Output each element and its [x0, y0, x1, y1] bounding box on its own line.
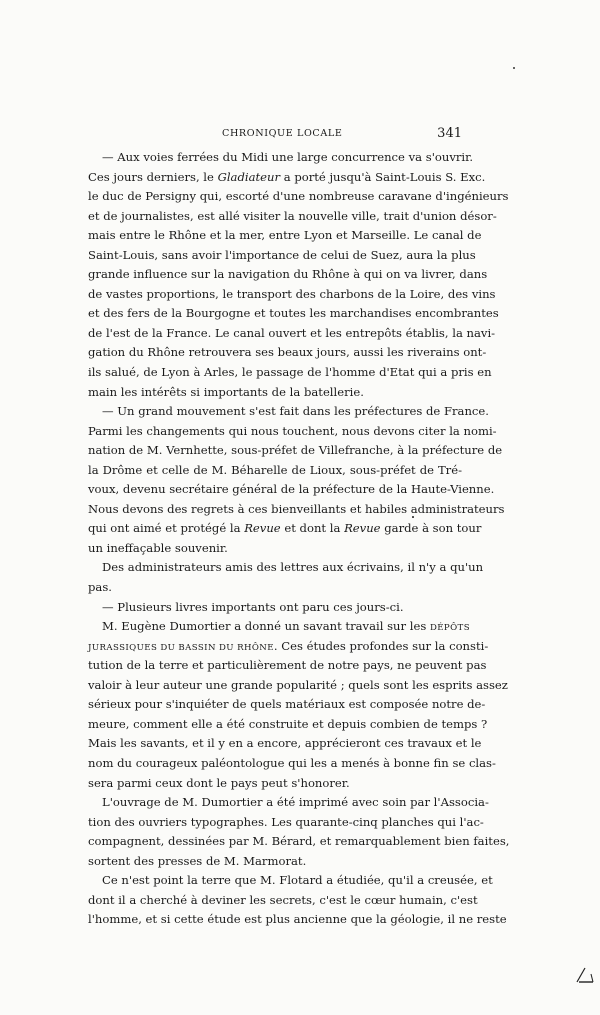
- text-line: Saint-Louis, sans avoir l'importance de celui de Suez, aura la plus: [88, 247, 476, 262]
- italic-title: Revue: [244, 521, 281, 536]
- page-number: 341: [437, 126, 462, 141]
- text-line: Parmi les changements qui nous touchent, nous devons citer la nomi-: [88, 423, 497, 438]
- text-line: sera parmi ceux dont le pays peut s'honorer.: [88, 775, 350, 790]
- text-line: nation de M. Vernhette, sous-préfet de Villefranche, à la préfecture de: [88, 443, 503, 458]
- text-line: M. Eugène Dumortier a donné un savant travail sur les DÉPÔTS: [102, 619, 470, 634]
- text-line: dont il a cherché à deviner les secrets, c'est le cœur humain, c'est: [88, 892, 478, 907]
- scan-speck: [513, 67, 515, 69]
- text-line: meure, comment elle a été construite et depuis combien de temps ?: [88, 716, 488, 731]
- text-line: le duc de Persigny qui, escorté d'une nombreuse caravane d'ingénieurs: [88, 189, 509, 204]
- text-line: compagnent, dessinées par M. Bérard, et remarquablement bien faites,: [88, 834, 510, 849]
- text-line: nom du courageux paléontologue qui les a menés à bonne fin se clas-: [88, 755, 496, 770]
- text-line: la Drôme et celle de M. Béharelle de Lioux, sous-préfet de Tré-: [88, 462, 462, 477]
- text-line: grande influence sur la navigation du Rhône à qui on va livrer, dans: [88, 267, 488, 282]
- text-line: Des administrateurs amis des lettres aux écrivains, il n'y a qu'un: [102, 560, 484, 575]
- text-line: Ce n'est point la terre que M. Flotard a étudiée, qu'il a creusée, et: [102, 873, 493, 888]
- text-line: gation du Rhône retrouvera ses beaux jours, aussi les riverains ont-: [88, 345, 487, 360]
- text-line: — Un grand mouvement s'est fait dans les préfectures de France.: [102, 404, 489, 419]
- text-line: et de journalistes, est allé visiter la nouvelle ville, trait d'union désor-: [88, 208, 497, 223]
- text-line: qui ont aimé et protégé la Revue et dont la Revue garde à son tour: [88, 521, 482, 536]
- text-line: un ineffaçable souvenir.: [88, 540, 228, 555]
- small-caps-title: DÉPÔTS: [429, 623, 470, 634]
- text-line: main les intérêts si importants de la batellerie.: [88, 384, 364, 399]
- page-header: [88, 126, 462, 146]
- scan-speck: [412, 516, 414, 518]
- italic-title: Gladiateur: [217, 169, 281, 184]
- body-text: [88, 148, 510, 930]
- text-line: sérieux pour s'inquiéter de quels matériaux est composée notre de-: [88, 697, 486, 712]
- text-line: tion des ouvriers typographes. Les quarante-cinq planches qui l'ac-: [88, 814, 484, 829]
- scan-corner-mark: [573, 962, 595, 984]
- text-line: JURASSIQUES DU BASSIN DU RHÔNE. Ces études profondes sur la consti-: [88, 638, 489, 653]
- text-line: de vastes proportions, le transport des charbons de la Loire, des vins: [88, 286, 496, 301]
- text-line: mais entre le Rhône et la mer, entre Lyon et Marseille. Le canal de: [88, 228, 482, 243]
- text-line: Nous devons des regrets à ces bienveillants et habiles administrateurs: [88, 501, 505, 516]
- text-line: valoir à leur auteur une grande popularité ; quels sont les esprits assez: [88, 677, 508, 692]
- italic-title: Revue: [344, 521, 381, 536]
- text-line: tution de la terre et particulièrement de notre pays, ne peuvent pas: [88, 658, 487, 673]
- text-line: l'homme, et si cette étude est plus ancienne que la géologie, il ne reste: [88, 912, 507, 927]
- text-line: sortent des presses de M. Marmorat.: [88, 853, 307, 868]
- text-line: Mais les savants, et il y en a encore, apprécieront ces travaux et le: [88, 736, 482, 751]
- text-line: L'ouvrage de M. Dumortier a été imprimé avec soin par l'Associa-: [102, 795, 489, 810]
- text-line: — Plusieurs livres importants ont paru ces jours-ci.: [102, 599, 404, 614]
- text-line: ils salué, de Lyon à Arles, le passage de l'homme d'Etat qui a pris en: [88, 365, 492, 380]
- text-line: pas.: [88, 580, 112, 595]
- running-head: CHRONIQUE LOCALE: [222, 128, 343, 139]
- text-line: voux, devenu secrétaire général de la préfecture de la Haute-Vienne.: [88, 482, 495, 497]
- text-line: — Aux voies ferrées du Midi une large concurrence va s'ouvrir.: [102, 150, 474, 164]
- text-line: de l'est de la France. Le canal ouvert et les entrepôts établis, la navi-: [88, 325, 496, 340]
- text-line: Ces jours derniers, le Gladiateur a porté jusqu'à Saint-Louis S. Exc.: [88, 169, 486, 184]
- small-caps-title: JURASSIQUES DU BASSIN DU RHÔNE: [88, 642, 274, 653]
- text-line: et des fers de la Bourgogne et toutes les marchandises encombrantes: [88, 306, 499, 321]
